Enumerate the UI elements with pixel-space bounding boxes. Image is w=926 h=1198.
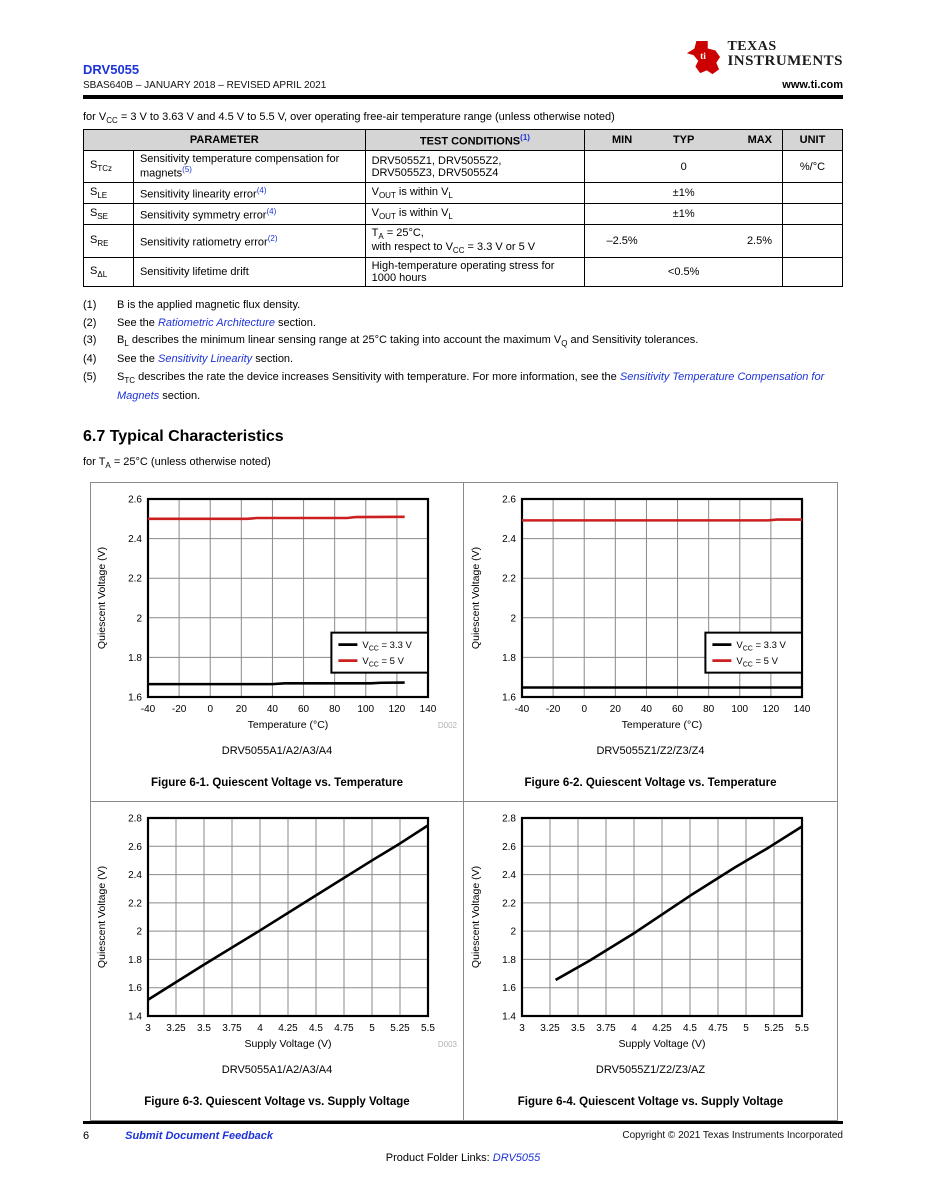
svg-text:2.2: 2.2 (501, 573, 516, 585)
subscript-text: L (448, 190, 453, 200)
svg-text:4.5: 4.5 (682, 1022, 697, 1034)
svg-text:0: 0 (207, 703, 214, 715)
text-segment: for V (83, 111, 107, 123)
min-value (591, 208, 653, 220)
y-axis-label: Quiescent Voltage (V) (96, 546, 108, 649)
footnote (83, 315, 843, 333)
chart-legend (705, 632, 802, 672)
subscript-text: LE (97, 190, 108, 200)
min-typ-max-values (585, 224, 783, 257)
x-axis-label: Supply Voltage (V) (618, 1037, 705, 1050)
section-link[interactable]: Sensitivity Linearity (157, 353, 253, 366)
svg-text:80: 80 (329, 703, 341, 715)
param-description (133, 151, 365, 183)
device-label: DRV5055A1/A2/A3/A4 (221, 744, 333, 757)
footnote-ref[interactable]: (2) (267, 233, 278, 243)
legend-label: $V_{CC} = 3.3$ V (362, 639, 412, 653)
text-segment: with respect to V (371, 241, 453, 254)
y-tick-labels (128, 813, 142, 1022)
svg-text:140: 140 (793, 703, 810, 715)
section-link[interactable]: Ratiometric Architecture (157, 316, 275, 329)
text-segment: See the (117, 316, 158, 329)
unit-value (783, 258, 843, 287)
svg-text:4: 4 (630, 1022, 637, 1034)
svg-text:3.25: 3.25 (539, 1022, 560, 1034)
device-label: DRV5055Z1/Z2/Z3/AZ (595, 1063, 706, 1076)
unit-value: %/°C (783, 151, 843, 183)
svg-text:1.6: 1.6 (128, 692, 142, 704)
svg-text:2.8: 2.8 (501, 813, 516, 825)
text-segment: DRV5055Z1, DRV5055Z2, (371, 154, 502, 167)
device-label: DRV5055Z1/Z2/Z3/Z4 (596, 744, 705, 757)
figure-caption: Figure 6-4. Quiescent Voltage vs. Supply Voltage (517, 1095, 784, 1108)
svg-text:2.2: 2.2 (501, 898, 516, 910)
svg-text:1.4: 1.4 (501, 1011, 516, 1023)
subscript-text: TCz (97, 164, 113, 174)
text-segment: = 25°C (unless otherwise noted) (110, 455, 271, 468)
svg-text:100: 100 (357, 703, 375, 715)
chart-gridlines (522, 818, 802, 1016)
svg-text:-40: -40 (514, 703, 529, 715)
col-header-parameter: PARAMETER (84, 130, 366, 151)
svg-text:2.2: 2.2 (128, 898, 142, 910)
table-conditions-note (83, 111, 843, 125)
max-value (714, 187, 776, 199)
page-header (83, 0, 843, 91)
text-segment: S (90, 159, 98, 172)
text-segment: Sensitivity lifetime drift (139, 266, 249, 279)
page-number: 6 (83, 1130, 90, 1142)
svg-text:3: 3 (518, 1022, 525, 1034)
section-link[interactable]: Sensitivity Temperature Compensation for Magnets (117, 370, 825, 402)
svg-text:100: 100 (730, 703, 748, 715)
param-description (133, 258, 365, 287)
test-conditions (365, 182, 585, 203)
text-segment: Sensitivity symmetry error (139, 209, 267, 222)
subscript-text: ΔL (97, 270, 108, 280)
typ-value (653, 235, 715, 247)
col-header-max: MAX (747, 134, 773, 147)
footnote-ref[interactable]: (1) (520, 132, 530, 142)
col-header-unit: UNIT (783, 130, 843, 151)
param-description (133, 203, 365, 224)
subscript-text: Q (561, 339, 568, 349)
table-row (84, 203, 843, 224)
footnote-ref[interactable]: (5) (182, 165, 192, 175)
col-header-min-typ-max (585, 130, 783, 151)
text-segment: S (117, 370, 125, 383)
header-left (83, 62, 326, 91)
svg-text:2.2: 2.2 (128, 573, 142, 585)
text-segment: See the (117, 353, 158, 366)
footnote-number: (4) (83, 353, 97, 366)
table-row (84, 224, 843, 257)
text-segment: for T (83, 455, 106, 468)
typ-value: ±1% (672, 186, 695, 199)
electrical-characteristics-table (83, 129, 843, 287)
text-segment: B is the applied magnetic flux density. (117, 299, 301, 312)
svg-text:3.25: 3.25 (166, 1022, 186, 1034)
max-value: 2.5% (746, 235, 773, 248)
min-typ-max-values (585, 258, 783, 287)
svg-text:4.75: 4.75 (334, 1022, 354, 1034)
svg-text:0: 0 (580, 703, 587, 715)
svg-text:3.5: 3.5 (570, 1022, 585, 1034)
footnote-number: (5) (83, 370, 97, 383)
min-value (591, 266, 653, 278)
min-value (591, 161, 653, 173)
svg-text:2.4: 2.4 (501, 533, 516, 545)
svg-text:5.5: 5.5 (421, 1022, 435, 1034)
svg-text:3: 3 (145, 1022, 151, 1034)
text-segment: T (371, 226, 379, 239)
subscript-text: SE (97, 211, 109, 221)
table-row (84, 182, 843, 203)
x-tick-labels (519, 1023, 809, 1034)
submit-feedback-link[interactable]: Submit Document Feedback (125, 1130, 274, 1142)
svg-text:4.5: 4.5 (309, 1022, 323, 1034)
footnote-number: (3) (83, 334, 97, 347)
param-symbol (84, 151, 134, 183)
svg-text:140: 140 (419, 703, 437, 715)
svg-text:-20: -20 (171, 703, 187, 715)
text-segment: describes the minimum linear sensing range at 25°C taking into account the maximum V (128, 334, 562, 347)
copyright-notice: Copyright © 2021 Texas Instruments Incorporated (622, 1130, 843, 1141)
text-segment: describes the rate the device increases Sensitivity with temperature. For more information, see the (135, 370, 620, 383)
svg-text:3.5: 3.5 (197, 1022, 211, 1034)
text-segment: S (90, 233, 98, 246)
svg-text:2.6: 2.6 (128, 841, 142, 853)
page-footer (83, 1121, 843, 1164)
y-axis-label: Quiescent Voltage (V) (469, 546, 482, 649)
text-segment: B (117, 334, 125, 347)
ti-logo (684, 40, 843, 76)
svg-text:2.4: 2.4 (128, 869, 142, 881)
min-value (591, 187, 653, 199)
text-segment: = 25°C, (383, 226, 424, 239)
y-axis-label: Quiescent Voltage (V) (469, 865, 482, 968)
figure-quadrant (464, 483, 837, 802)
unit-value (783, 224, 843, 257)
legend-label: $V_{CC} = 5$ V (362, 655, 404, 669)
figure-quadrant (91, 483, 464, 802)
svg-text:-40: -40 (140, 703, 156, 715)
y-tick-labels (502, 494, 516, 703)
footnote-text (117, 332, 843, 351)
svg-text:2.4: 2.4 (501, 869, 516, 881)
param-symbol (84, 224, 134, 257)
svg-text:2.6: 2.6 (128, 494, 142, 506)
text-segment: V (371, 185, 379, 198)
svg-text:3.75: 3.75 (222, 1022, 242, 1034)
footer-rule (83, 1121, 843, 1124)
svg-text:5.5: 5.5 (794, 1022, 809, 1034)
footnote (83, 332, 843, 351)
text-segment: DRV5055Z3, DRV5055Z4 (371, 166, 499, 179)
param-symbol (84, 203, 134, 224)
param-symbol (84, 182, 134, 203)
svg-text:1.8: 1.8 (501, 652, 516, 664)
max-value (714, 208, 776, 220)
footnote-number: (1) (83, 299, 97, 312)
min-typ-max-values (585, 151, 783, 183)
text-segment: S (90, 265, 98, 278)
footnote (83, 297, 843, 315)
ti-website-link[interactable]: www.ti.com (782, 79, 843, 91)
text-segment: = 3 V to 3.63 V and 4.5 V to 5.5 V, over operating free-air temperature range (unless otherwise noted) (117, 111, 615, 123)
svg-text:120: 120 (388, 703, 406, 715)
quiescent-voltage-vs-temperature-chart-z (464, 489, 837, 733)
table-row (84, 258, 843, 287)
text-segment: Sensitivity temperature compensation for magnets (139, 153, 340, 180)
text-segment: section. (252, 353, 294, 366)
header-right (684, 40, 843, 91)
svg-text:1.6: 1.6 (501, 982, 516, 994)
section-condition-note (83, 456, 843, 470)
subscript-text: A (378, 232, 384, 242)
svg-text:4.75: 4.75 (707, 1022, 728, 1034)
text-segment: and Sensitivity tolerances. (567, 334, 699, 347)
chart-svg (91, 489, 463, 733)
svg-text:5: 5 (742, 1022, 749, 1034)
svg-text:2: 2 (136, 926, 142, 938)
product-folder-link[interactable]: DRV5055 (492, 1152, 541, 1164)
svg-text:2.4: 2.4 (128, 533, 142, 545)
min-typ-max-values (585, 182, 783, 203)
device-label: DRV5055A1/A2/A3/A4 (221, 1063, 333, 1076)
svg-text:40: 40 (640, 703, 652, 715)
typ-value: ±1% (672, 207, 695, 220)
col-header-test-conditions (365, 130, 585, 151)
text-segment: = 3.3 V or 5 V (464, 241, 536, 254)
svg-text:40: 40 (266, 703, 279, 715)
svg-text:1.6: 1.6 (128, 982, 142, 994)
ti-texas-bug-icon (684, 40, 722, 76)
svg-text:2.8: 2.8 (128, 813, 142, 825)
figure-caption: Figure 6-1. Quiescent Voltage vs. Temperature (150, 776, 403, 789)
text-segment: TEST CONDITIONS (419, 135, 521, 148)
x-axis-label: Temperature (°C) (621, 718, 702, 731)
svg-text:20: 20 (609, 703, 621, 715)
subscript-text: OUT (378, 211, 396, 221)
ti-wordmark-line2: INSTRUMENTS (727, 53, 843, 69)
x-tick-labels (141, 704, 437, 715)
test-conditions (365, 151, 585, 183)
svg-text:60: 60 (671, 703, 683, 715)
chart-gridlines (148, 818, 428, 1016)
svg-text:1.8: 1.8 (128, 652, 142, 664)
svg-text:2.6: 2.6 (501, 841, 516, 853)
svg-text:60: 60 (297, 703, 310, 715)
chart-svg (465, 489, 837, 733)
min-value: –2.5% (606, 235, 638, 248)
footnote (83, 369, 843, 406)
product-folder-line (83, 1152, 843, 1164)
text-segment: Sensitivity linearity error (139, 188, 257, 201)
min-typ-max-values (585, 203, 783, 224)
y-tick-labels (502, 813, 516, 1022)
x-tick-labels (145, 1023, 435, 1034)
col-header-typ: TYP (672, 134, 695, 147)
svg-text:4.25: 4.25 (278, 1022, 298, 1034)
typ-value: <0.5% (667, 266, 700, 279)
footnote-number: (2) (83, 316, 97, 329)
test-conditions (365, 258, 585, 287)
param-description (133, 224, 365, 257)
param-description (133, 182, 365, 203)
text-segment: V (371, 206, 379, 219)
quiescent-voltage-vs-temperature-chart-a (91, 489, 463, 733)
svg-text:1.4: 1.4 (128, 1011, 142, 1023)
svg-text:80: 80 (702, 703, 714, 715)
svg-text:2: 2 (509, 613, 516, 625)
svg-text:5.25: 5.25 (390, 1022, 410, 1034)
chart-legend (331, 632, 428, 672)
svg-text:5: 5 (369, 1022, 375, 1034)
footer-left (83, 1130, 273, 1142)
section-heading: 6.7 Typical Characteristics (83, 427, 284, 445)
svg-text:5.25: 5.25 (763, 1022, 784, 1034)
svg-text:4.25: 4.25 (651, 1022, 672, 1034)
chart-svg (465, 808, 837, 1052)
test-conditions (365, 224, 585, 257)
text-segment: S (90, 206, 98, 219)
param-symbol (84, 258, 134, 287)
x-tick-labels (514, 704, 810, 715)
test-conditions (365, 203, 585, 224)
typical-characteristics-figures (90, 482, 838, 1121)
footnote-ref[interactable]: (4) (256, 185, 267, 195)
svg-text:3.75: 3.75 (595, 1022, 616, 1034)
x-axis-label: Supply Voltage (V) (244, 1037, 332, 1050)
subscript-text: L (124, 339, 129, 349)
footnote-ref[interactable]: (4) (266, 206, 277, 216)
subscript-text: OUT (378, 190, 396, 200)
y-axis-label: Quiescent Voltage (V) (96, 865, 108, 968)
text-segment: section. (274, 316, 316, 329)
chart-code: D002 (437, 720, 457, 730)
table-footnotes (83, 297, 843, 405)
col-header-min: MIN (611, 134, 633, 147)
chart-code: D003 (437, 1039, 457, 1049)
quiescent-voltage-vs-supply-chart-a (91, 808, 463, 1052)
footnote (83, 351, 843, 369)
ti-wordmark-line1: TEXAS (727, 39, 777, 54)
legend-label: $V_{CC} = 5$ V (735, 655, 778, 669)
subscript-text: TC (124, 376, 136, 386)
unit-value (783, 203, 843, 224)
svg-text:ti: ti (700, 51, 707, 62)
subscript-text: CC (452, 246, 465, 256)
figure-caption: Figure 6-2. Quiescent Voltage vs. Temperature (524, 776, 777, 789)
footnote-text (117, 369, 843, 406)
subscript-text: A (105, 460, 111, 470)
unit-value (783, 182, 843, 203)
text-segment: High-temperature operating stress for 1000 hours (371, 260, 555, 285)
document-revision: SBAS640B – JANUARY 2018 – REVISED APRIL 2021 (83, 80, 327, 91)
legend-label: $V_{CC} = 3.3$ V (735, 639, 786, 653)
svg-text:4: 4 (257, 1022, 263, 1034)
svg-text:2: 2 (136, 613, 142, 625)
svg-text:20: 20 (235, 703, 247, 715)
header-rule (83, 95, 843, 99)
x-axis-label: Temperature (°C) (247, 718, 329, 731)
max-value (714, 161, 776, 173)
figure-quadrant (91, 802, 464, 1120)
product-folder-prefix: Product Folder Links: (385, 1152, 493, 1164)
footer-row (83, 1130, 843, 1142)
chart-svg (91, 808, 463, 1052)
max-value (714, 266, 776, 278)
footnote-text (117, 297, 843, 315)
part-number: DRV5055 (83, 62, 140, 77)
text-segment: is within V (395, 206, 449, 219)
subscript-text: L (448, 211, 453, 221)
svg-text:120: 120 (762, 703, 779, 715)
figure-caption: Figure 6-3. Quiescent Voltage vs. Supply Voltage (144, 1095, 410, 1108)
table-row (84, 151, 843, 183)
footnote-text (117, 315, 843, 333)
ti-wordmark (727, 40, 843, 69)
svg-text:2.6: 2.6 (501, 494, 516, 506)
text-segment: section. (159, 389, 201, 402)
footnote-text (117, 351, 843, 369)
svg-text:1.8: 1.8 (501, 954, 516, 966)
quiescent-voltage-vs-supply-chart-z (464, 808, 837, 1052)
text-segment: Sensitivity ratiometry error (139, 236, 268, 249)
subscript-text: RE (97, 239, 109, 249)
svg-text:2: 2 (509, 926, 516, 938)
svg-text:1.8: 1.8 (128, 954, 142, 966)
svg-text:-20: -20 (545, 703, 560, 715)
svg-text:1.6: 1.6 (501, 692, 516, 704)
y-tick-labels (128, 494, 142, 703)
table-header-row (84, 130, 843, 151)
typ-value: 0 (680, 160, 687, 173)
text-segment: is within V (395, 185, 449, 198)
text-segment: S (90, 185, 98, 198)
figure-quadrant (464, 802, 837, 1120)
subscript-text: CC (106, 116, 118, 126)
